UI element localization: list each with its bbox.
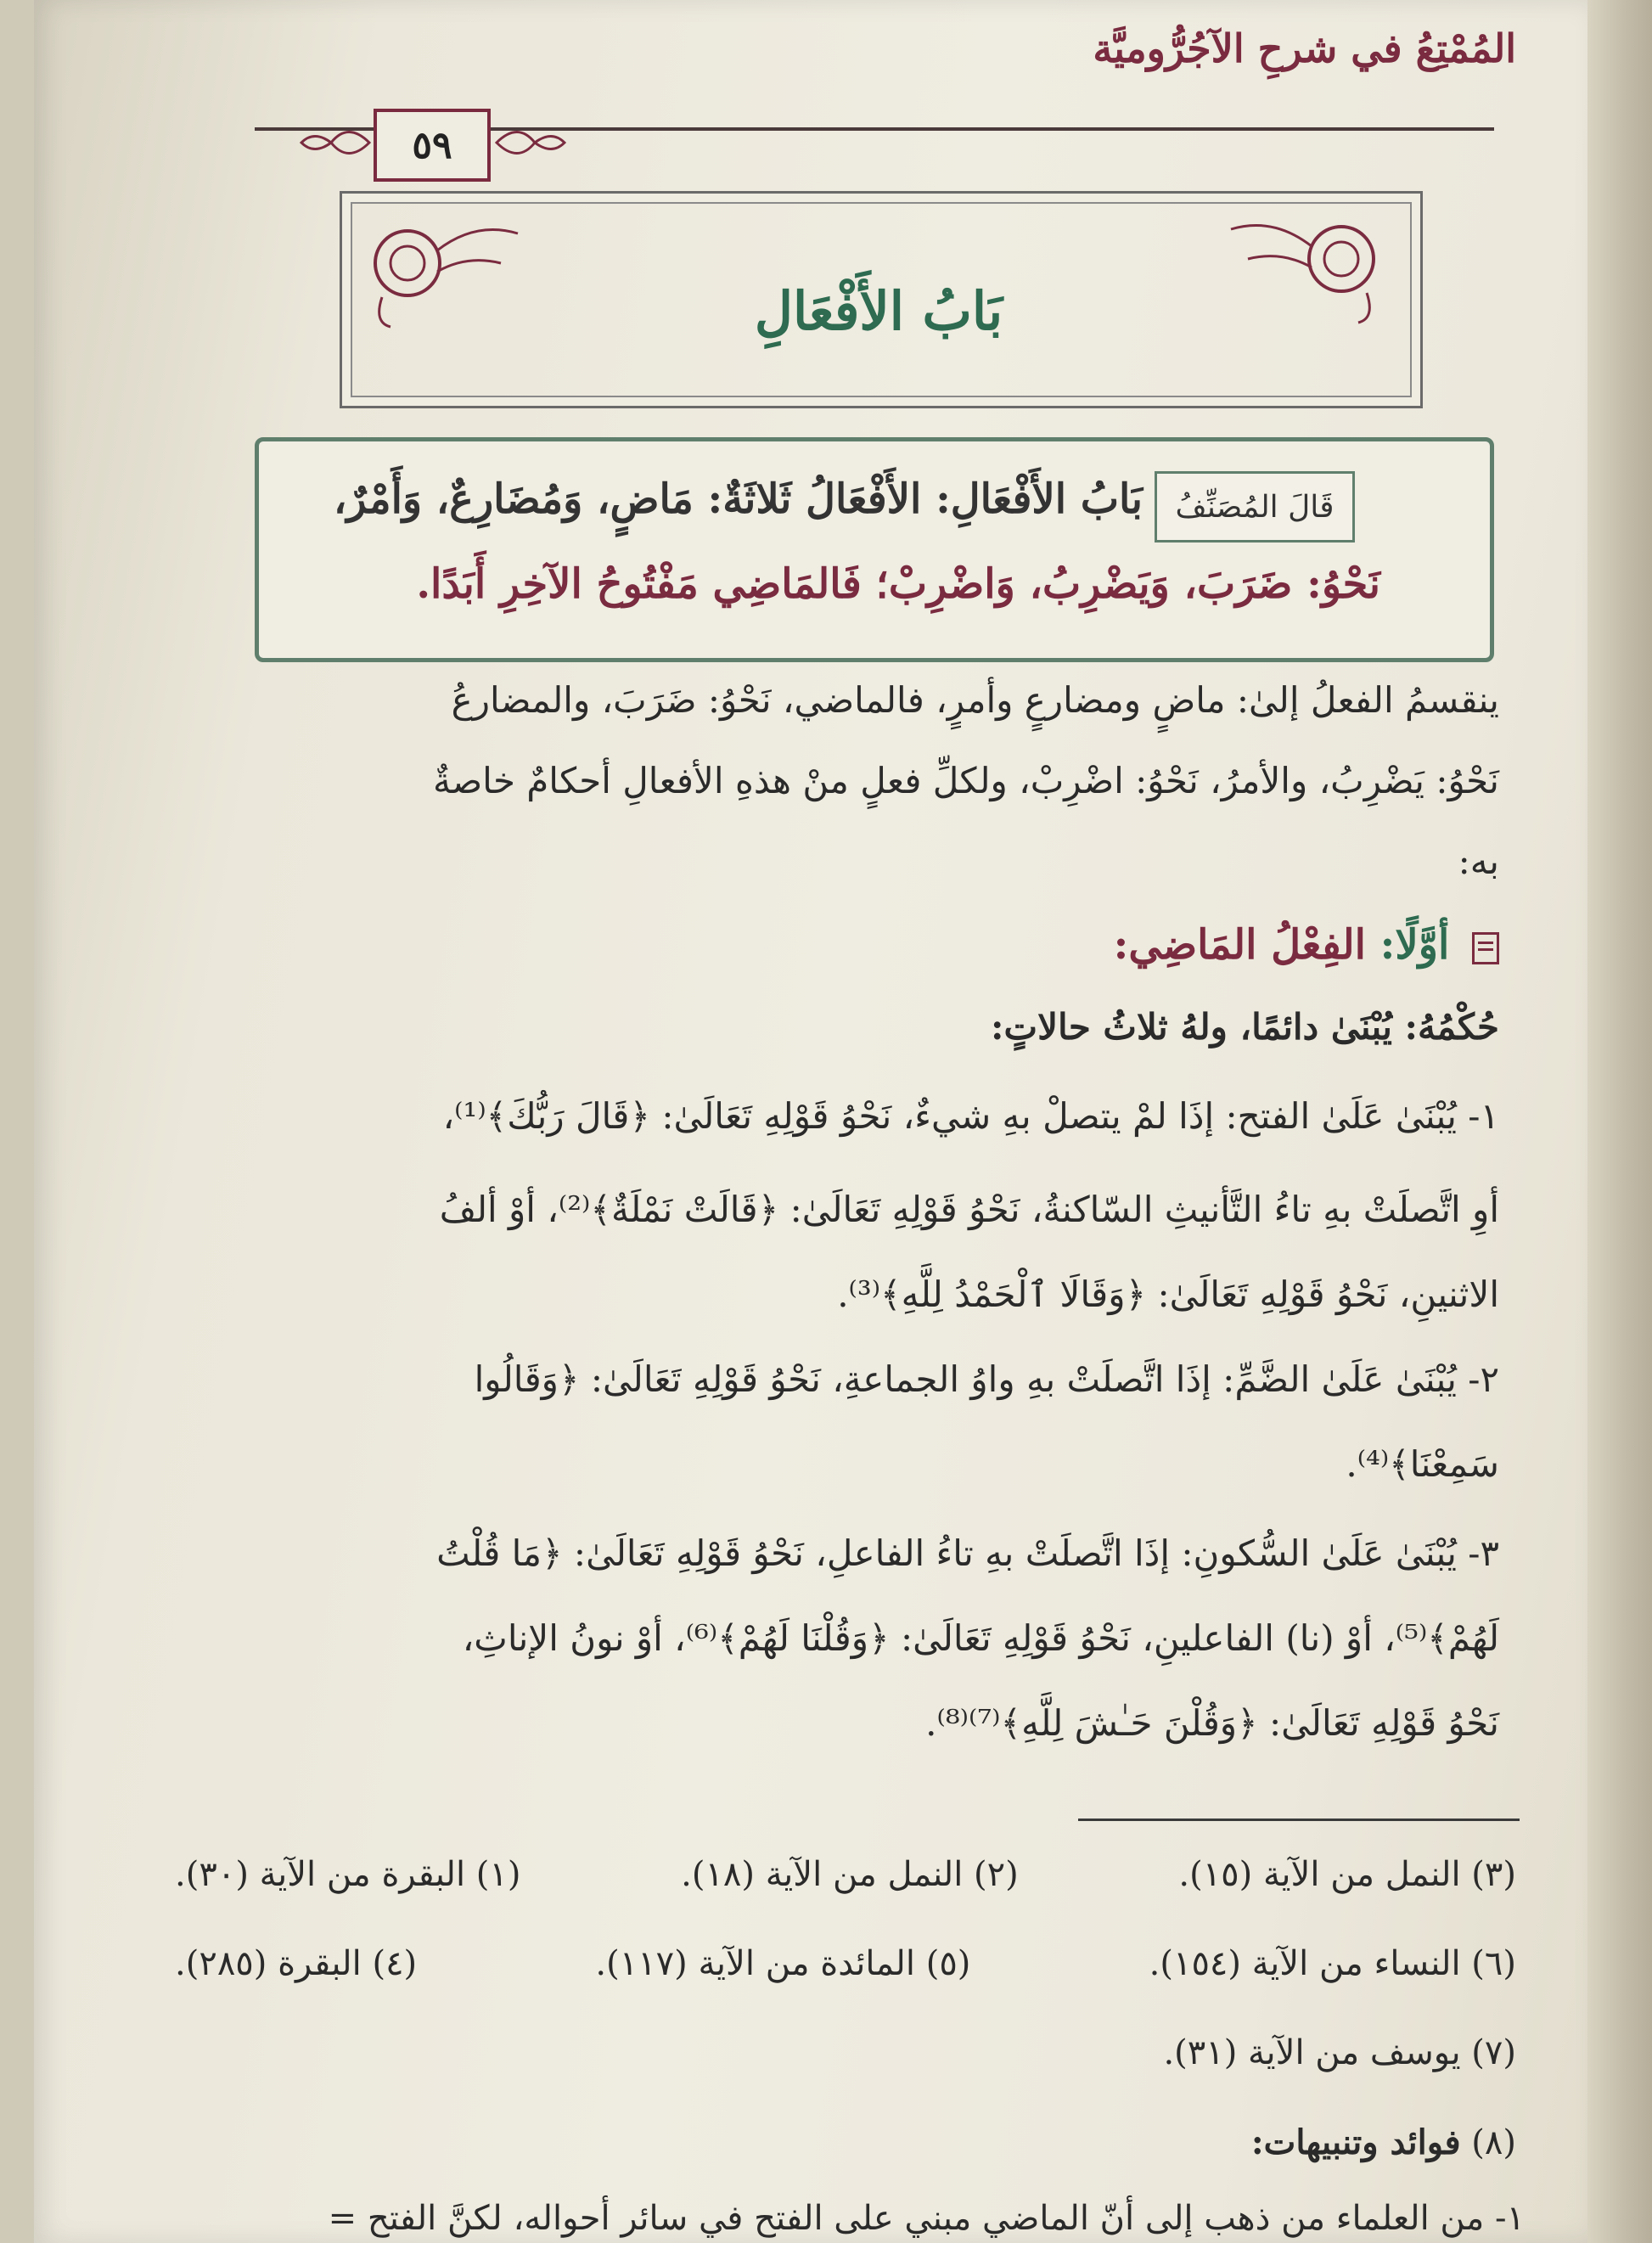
page-edge — [1587, 0, 1652, 2243]
section-heading — [1114, 921, 1499, 969]
footnote-rule — [1078, 1819, 1520, 1821]
author-label: قَالَ المُصَنِّفُ — [1155, 471, 1355, 542]
author-text-line-1: بَابُ الأَفْعَالِ: الأَفْعَالُ ثَلاثَةٌ: مَاضٍ، وَمُضَارِعٌ، وَأَمْرٌ، — [333, 475, 1143, 523]
case-line-1: ١- يُبْنَىٰ عَلَىٰ الفتح: إذَا لمْ يتصلْ بهِ شيءٌ، نَحْوُ قَوْلِهِ تَعَالَىٰ: ﴿قَالَ رَبُّكَ﴾⁽¹⁾، — [442, 1095, 1499, 1137]
footnote-6: (٦) النساء من الآية (١٥٤). — [1149, 1944, 1516, 1983]
page-number: ٥٩ — [374, 109, 491, 182]
notes-heading: فوائد وتنبيهات: — [1250, 2122, 1461, 2162]
notes-line-1: ١- من العلماء من ذهب إلى أنّ الماضي مبني على الفتح في سائر أحواله، لكنَّ الفتح = — [328, 2199, 1525, 2238]
right-ornament-icon — [492, 117, 569, 168]
intro-line-1: ينقسمُ الفعلُ إلىٰ: ماضٍ ومضارعٍ وأمرٍ، فالماضي، نَحْوُ: ضَرَبَ، والمضارعُ — [451, 679, 1499, 721]
chapter-title: بَابُ الأَفْعَالِ — [754, 280, 1003, 342]
case-line-3: الاثنينِ، نَحْوُ قَوْلِهِ تَعَالَىٰ: ﴿وَقَالَا ٱلْحَمْدُ لِلَّهِ﴾⁽³⁾. — [837, 1273, 1499, 1315]
case-line-8: نَحْوُ قَوْلِهِ تَعَالَىٰ: ﴿وَقُلْنَ حَـٰشَ لِلَّهِ﴾⁽⁷⁾⁽⁸⁾. — [925, 1702, 1499, 1744]
left-ornament-icon — [297, 117, 374, 168]
footnote-1: (١) البقرة من الآية (٣٠). — [175, 1855, 521, 1894]
ruling-line: حُكْمُهُ: يُبْنَىٰ دائمًا، ولهُ ثلاثُ حالاتٍ: — [991, 1006, 1499, 1048]
footnote-8-number: (٨) — [1471, 2123, 1516, 2162]
footnote-2: (٢) النمل من الآية (١٨). — [681, 1855, 1019, 1894]
intro-line-3: به: — [1458, 840, 1499, 882]
footnote-7: (٧) يوسف من الآية (٣١). — [1163, 2033, 1516, 2072]
author-text-line-2: نَحْوُ: ضَرَبَ، وَيَضْرِبُ، وَاضْرِبْ؛ فَالمَاضِي مَفْتُوحُ الآخِرِ أَبَدًا. — [416, 560, 1380, 608]
footnote-5: (٥) المائدة من الآية (١١٧). — [595, 1944, 971, 1983]
running-head: المُمْتِعُ في شرحِ الآجُرُّوميَّة — [1093, 25, 1516, 71]
case-line-6: ٣- يُبْنَىٰ عَلَىٰ السُّكونِ: إذَا اتَّصلَتْ بهِ تاءُ الفاعلِ، نَحْوُ قَوْلِهِ تَعَالَىٰ: ﴿مَا قُلْتُ — [436, 1532, 1499, 1574]
case-line-7: لَهُمْ﴾⁽⁵⁾، أوْ (نا) الفاعلينِ، نَحْوُ قَوْلِهِ تَعَالَىٰ: ﴿وَقُلْنَا لَهُمْ﴾⁽⁶⁾، أوْ نونُ الإناثِ، — [462, 1617, 1499, 1659]
section-marker-icon — [1472, 932, 1499, 964]
footnote-3: (٣) النمل من الآية (١٥). — [1178, 1855, 1516, 1894]
footnote-8 — [175, 2122, 1516, 2162]
case-line-4: ٢- يُبْنَىٰ عَلَىٰ الضَّمِّ: إذَا اتَّصلَتْ بهِ واوُ الجماعةِ، نَحْوُ قَوْلِهِ تَعَالَىٰ: ﴿وَقَالُوا — [474, 1358, 1499, 1400]
footnote-4: (٤) البقرة (٢٨٥). — [175, 1944, 418, 1983]
case-line-5: سَمِعْنَا﴾⁽⁴⁾. — [1346, 1443, 1499, 1485]
section-number: أوَّلًا: — [1379, 921, 1450, 969]
section-title: الفِعْلُ المَاضِي: — [1113, 921, 1366, 969]
footnote-row-2 — [175, 1944, 1516, 1983]
intro-line-2: نَحْوُ: يَضْرِبُ، والأمرُ، نَحْوُ: اضْرِبْ، ولكلِّ فعلٍ منْ هذهِ الأفعالِ أحكامٌ خاصةٌ — [432, 760, 1499, 801]
footnote-row-1 — [175, 1855, 1516, 1894]
case-line-2: أوِ اتَّصلَتْ بهِ تاءُ التَّأنيثِ السّاكنةُ، نَحْوُ قَوْلِهِ تَعَالَىٰ: ﴿قَالَتْ نَمْلَةٌ﴾⁽²⁾، أوْ ألفُ — [439, 1189, 1499, 1230]
